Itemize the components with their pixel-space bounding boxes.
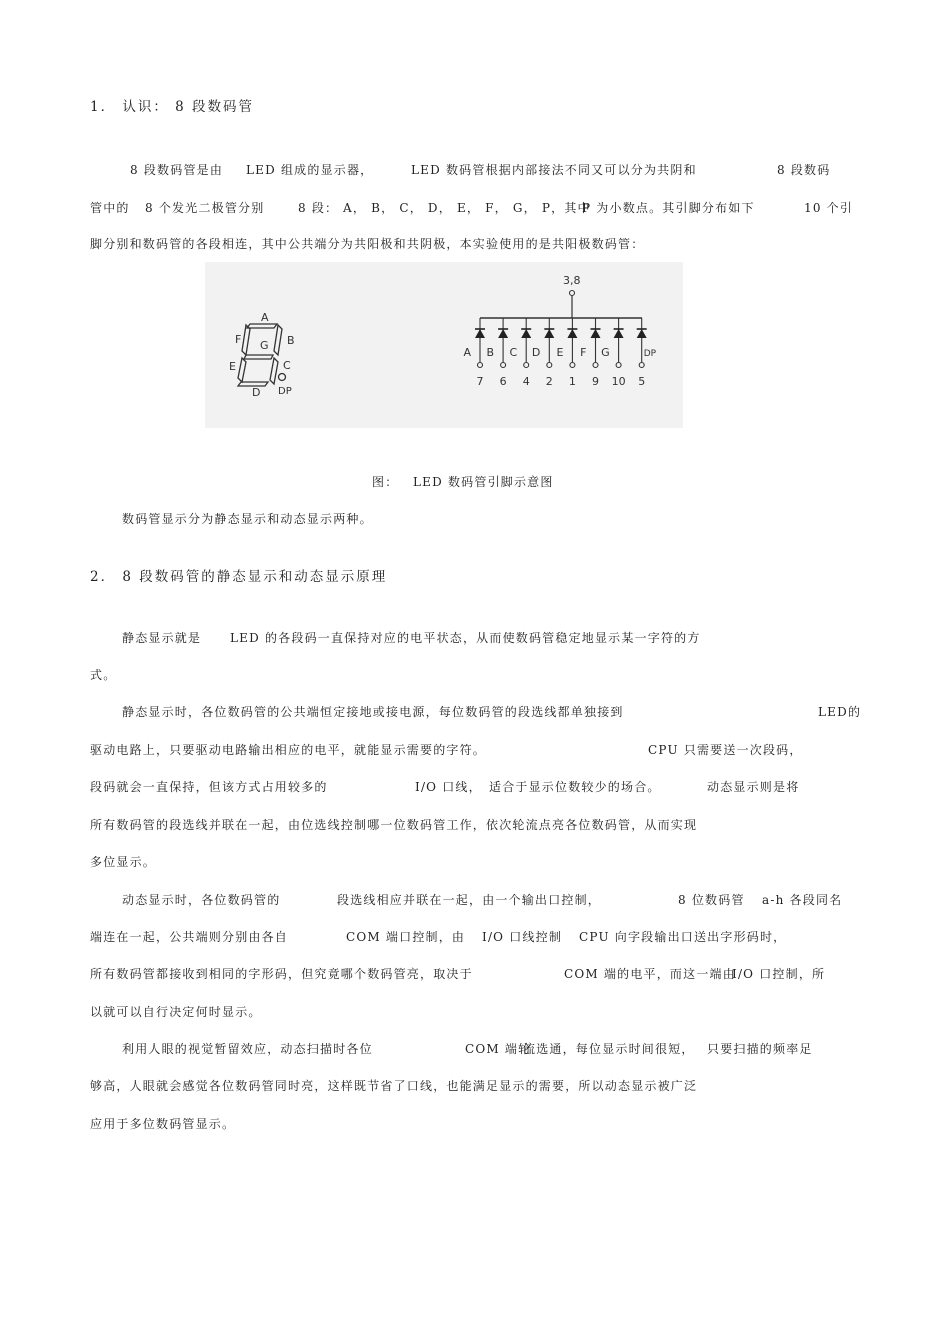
diode-d [532,318,554,388]
diode-dp [637,318,657,388]
para1-line3: 脚分别和数码管的各段相连，其中公共端分为共阳极和共阴极，本实验使用的是共阳极数码管： [90,237,645,251]
pinout-figure-svg [205,262,683,428]
pin-terminal [524,363,529,368]
text-run: 流选通，每位显示时间很短， [523,1042,695,1056]
text-run: 静态显示就是 [122,631,202,645]
text-run: a-h 各段同名 [762,893,843,907]
text-run: CPU 只需要送一次段码， [648,743,803,757]
pin-terminal [501,363,506,368]
seg-label: A [261,311,269,324]
text-run: LED的 [818,705,862,719]
pin-terminal [593,363,598,368]
text-run: 静态显示时，各位数码管的公共端恒定接地或接电源，每位数码管的段选线都单独接到 [122,705,624,719]
para6-line2: 够高，人眼就会感觉各位数码管同时亮，这样既节省了口线，也能满足显示的需要，所以动态显示被广泛 [90,1079,698,1093]
text-run: 只要扫描的频率足 [707,1042,813,1056]
text-run: 8 段数码管是由 [130,163,224,177]
text-run: CPU 向字段输出口送出字形码时， [579,930,787,944]
diode-g [601,318,626,388]
diode-arrow [544,329,554,338]
diode-e [556,318,577,388]
diode-seg-label: D [531,346,541,359]
para5-line4: 以就可以自行决定何时显示。 [90,1005,262,1019]
seg-label: DP [278,386,292,397]
text-run: 适合于显示位数较少的场合。 [489,780,661,794]
heading-2: 2． 8 段数码管的静态显示和动态显示原理 [90,569,388,585]
diode-arrow [521,329,531,338]
text-run: A， B， C， D， E， F， G， P，其中 [343,201,591,215]
text-run: COM 端的电平，而这一端由 [564,967,736,981]
text-run: LED 数码管根据内部接法不同又可以分为共阴和 [411,163,697,177]
text-run: 所有数码管都接收到相同的字形码，但究竟哪个数码管亮，取决于 [90,967,473,981]
diode-arrow [591,329,601,338]
seg-label: D [252,386,261,399]
pin-terminal [570,363,575,368]
text-run: I/O 口控制，所 [732,967,826,981]
pin-number: 7 [476,375,484,388]
caption-prefix: 图： [372,475,399,489]
pin-terminal [639,363,644,368]
diode-arrow [567,329,577,338]
diode-seg-label: G [601,346,610,359]
text-run: I/O 口线， [415,780,482,794]
text-run: 动态显示时，各位数码管的 [122,893,281,907]
text-run: 管中的 [90,201,130,215]
segment-a [247,324,277,328]
text-run: 8 段： [298,201,339,215]
diode-b [487,318,509,388]
diode-seg-label: C [509,346,518,359]
pin-terminal [478,363,483,368]
para4-line4: 所有数码管的段选线并联在一起，由位选线控制哪一位数码管工作，依次轮流点亮各位数码管，从而实现 [90,818,698,832]
diode-seg-label: DP [643,349,657,359]
pin-number: 2 [545,375,553,388]
diode-c [510,318,532,388]
led-schematic [463,274,656,388]
text-run: 动态显示则是将 [707,780,800,794]
diode-arrow [637,329,647,338]
diode-seg-label: A [463,346,471,359]
diode-seg-label: F [580,346,587,359]
pin-terminal [547,363,552,368]
text-run: COM 端轮 [465,1042,532,1056]
para4-line5: 多位显示。 [90,855,157,869]
pin-number: 5 [638,375,646,388]
pin-terminal [616,363,621,368]
segment-c [270,358,278,384]
diode-seg-label: E [556,346,564,359]
common-pin-terminal [570,291,575,296]
text-run: 8 段数码 [777,163,831,177]
seg-label: F [235,333,242,346]
diode-arrow [475,329,485,338]
diode-f [580,318,600,388]
text-run: 端连在一起，公共端则分别由各自 [90,930,289,944]
diode-arrow [498,329,508,338]
pin-number: 9 [592,375,599,388]
text-run: I/O 口线控制 [482,930,563,944]
para2: 数码管显示分为静态显示和动态显示两种。 [122,512,373,526]
text-run: 利用人眼的视觉暂留效应，动态扫描时各位 [122,1042,373,1056]
text-run: 段选线相应并联在一起，由一个输出口控制， [337,893,602,907]
segment-e [238,358,246,382]
text-run: 段码就会一直保持，但该方式占用较多的 [90,780,328,794]
pinout-figure [205,262,683,428]
heading-1: 1． 认识： 8 段数码管 [90,99,255,115]
pin-number: 4 [522,375,530,388]
segment-f [242,325,250,355]
para6-line3: 应用于多位数码管显示。 [90,1117,236,1131]
text-run: LED 组成的显示器， [246,163,374,177]
text-run: 驱动电路上，只要驱动电路输出相应的电平，就能显示需要的字符。 [90,743,487,757]
diode-seg-label: B [486,346,495,359]
diode-arrow [614,329,624,338]
pin-number: 6 [499,375,507,388]
seg-label: E [229,360,236,373]
pin-number: 10 [611,375,626,388]
text-run: 8 个发光二极管分别 [145,201,265,215]
pin-number: 1 [568,375,576,388]
caption-title: LED 数码管引脚示意图 [413,475,554,489]
text-run: P 为小数点。其引脚分布如下 [582,201,755,215]
seg-label: C [283,359,291,372]
text-run: 10 个引 [804,201,854,215]
text-run: LED 的各段码一直保持对应的电平状态，从而使数码管稳定地显示某一字符的方 [230,631,701,645]
text-run: COM 端口控制，由 [346,930,466,944]
segment-g [244,355,273,359]
seg-label: G [260,339,269,352]
segment-dp [279,374,286,381]
common-pin-label: 3,8 [563,274,581,287]
seven-segment-digit [238,324,286,386]
para3-line2: 式。 [90,668,117,682]
diode-array [463,318,656,388]
diode-a [463,318,485,388]
text-run: 8 位数码管 [678,893,745,907]
segment-b [274,325,282,355]
seg-label: B [287,334,295,347]
